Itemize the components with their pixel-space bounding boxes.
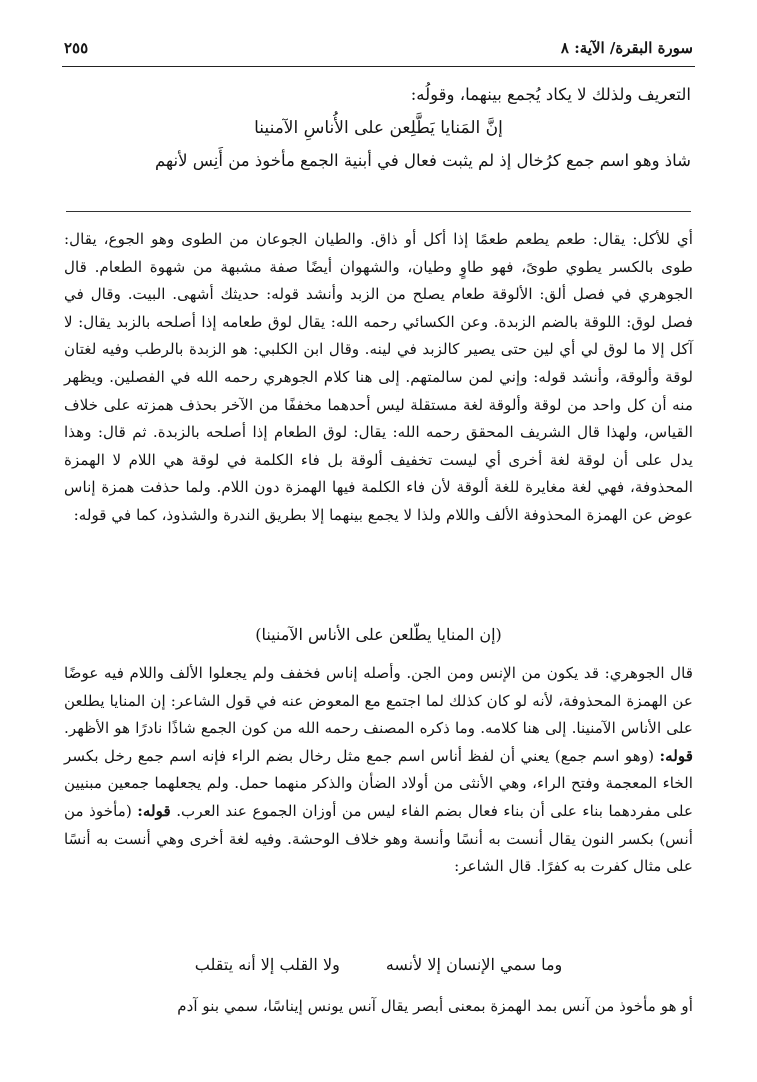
commentary-paragraph: أي للأكل: يقال: طعم يطعم طعمًا إذا أكل أو ذاق. والطيان الجوعان من الطوى وهو الجوع، يقال: طوى بالكسر يطوي طوىً، فهو طاوٍ وطيان، والشهوان أيضًا صفة مشبهة من شهوة الطعام. قال الجوهري في فصل ألق: الألوقة طعام يصلح من الزبد وأنشد قوله: حديثك أشهى. البيت. وقال في فصل لوق: اللوقة بالضم الزبدة. وعن الكسائي رحمه الله: يقال لوق طعامه إذا أصلحه بالزبد يقال: لا آكل إلا ما لوق لي أي لين حتى يصير كالزبد في لينه. وقال ابن الكلبي: هو الزبدة بالرطب وفيه لغتان لوقة وألوقة، وأنشد قوله: وإني لمن سالمتهم. إلى هنا كلام الجوهري رحمه الله في الفصلين. ويظهر منه أن كل واحد من لوقة وألوقة لغة مستقلة ليس أحدهما مخففًا من الآخر بحذف همزته على خلاف القياس، ولهذا قال الشريف المحقق رحمه الله: يقال: لوق الطعام إذا أصلحه بالزبدة. ثم قال: وهذا يدل على أن لوقة لغة أخرى أي ليست تخفيف ألوقة بل فاء الكلمة في لوقة هي اللام لا الهمزة المحذوفة، فهي لغة مغايرة للغة ألوقة لأن فاء الكلمة فيها الهمزة دون اللام. ولما حذفت همزة إناس عوض عن الهمزة المحذوفة الألف واللام ولذا لا يجمع بينهما إلا بطريق الندرة والشذوذ، كما في قوله: [64,230,693,524]
quoted-verse: (إن المنايا يطّلعن على الأناس الآمنينا) [255,625,502,644]
running-header [64,34,693,62]
commentary-text: قال الجوهري: قد يكون من الإنس ومن الجن. وأصله إناس فخفف ولم يجعلوا الألف واللام فيه عوضًا عن الهمزة المحذوفة، لأنه لو كان كذلك لما اجتمع مع المعوض عنه في قول الشاعر: إن المنايا يطلعن على الأناس الآمنينا. إلى هنا كلامه. وما ذكره المصنف رحمه الله من كون الجمع شاذًا نادرًا هو الأظهر. [64,664,693,738]
commentary-last-line: أو هو مأخوذ من آنس بمد الهمزة بمعنى أبصر يقال آنس يونس إيناسًا، سمي بنو آدم [177,997,693,1015]
main-text-line: التعريف ولذلك لا يكاد يُجمع بينهما، وقولُه: [410,85,691,104]
section-divider [66,211,691,212]
commentary-text: (مأخوذ من أنس) بكسر النون يقال أنست به أنسًا وأنسة وهو خلاف الوحشة. وفيه لغة أخرى وهي أنست به أنسًا على مثال كفرت به كفرًا. قال الشاعر: [64,801,693,876]
main-text-line: شاذ وهو اسم جمع كرُخال إذ لم يثبت فعال في أبنية الجمع مأخوذ من أَنِس لأنهم [154,151,691,171]
main-text-block [66,82,691,175]
main-verse: إنَّ المَنايا يَطَّلِعن على الأُناسِ الآمنينا [254,118,503,139]
header-rule [62,66,695,67]
surah-heading: سورة البقرة/ الآية: ٨ [560,39,693,57]
poem-hemistich-2: ولا القلب إلا أنه يتقلب [194,955,340,974]
page-number: ٢٥٥ [64,39,89,57]
poem-couplet [64,955,693,974]
poem-hemistich-1: وما سمي الإنسان إلا لأنسه [385,955,563,974]
commentary-text: (وهو اسم جمع) يعني أن لفظ أناس اسم جمع مثل رخال بضم الراء فإنه اسم جمع رخل بكسر الخاء المعجمة وفتح الراء، وهي الأنثى من أولاد الضأن والذكر منهما حمل. ولم يجعلهما جمعين مبنيين على مفردهما بناء على أن بناء فعال بضم الفاء ليس من أوزان الجموع عند العرب. [64,746,694,820]
qawluhu-keyword: قوله: [137,801,171,820]
qawluhu-keyword: قوله: [659,746,693,765]
commentary-paragraph-2 [64,660,693,881]
